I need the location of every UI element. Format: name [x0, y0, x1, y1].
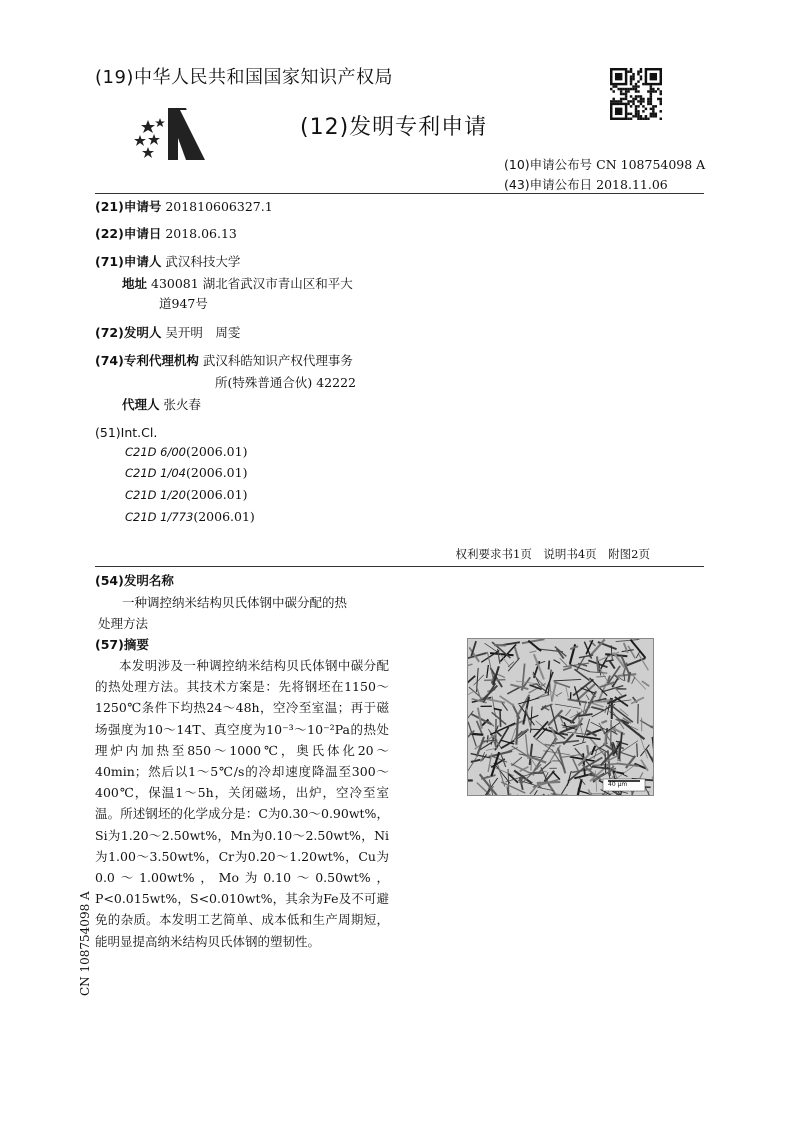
application-number: 201810606327.1	[165, 199, 273, 214]
agency-row	[95, 350, 353, 371]
ipc-entry	[125, 441, 247, 463]
agency-line2: 所(特殊普通合伙) 42222	[215, 375, 356, 390]
abstract-label: (57)摘要	[95, 637, 149, 652]
invention-title-line1: 一种调控纳米结构贝氏体钢中碳分配的热	[122, 595, 348, 610]
publication-number-label: (10)申请公布号	[504, 157, 593, 172]
application-number-row	[95, 196, 273, 217]
applicant: 武汉科技大学	[165, 254, 241, 269]
address-label: 地址	[122, 276, 148, 291]
agent-label: 代理人	[122, 397, 160, 412]
publication-date-row	[504, 175, 668, 193]
ipc-code: C21D 1/04	[125, 466, 186, 480]
section-divider	[95, 566, 704, 567]
agent-row	[122, 394, 201, 415]
abstract-figure-micrograph	[467, 638, 654, 796]
applicant-label: (71)申请人	[95, 254, 162, 269]
inventor-row	[95, 322, 240, 343]
side-publication-number: CN 108754098 A	[78, 891, 92, 996]
ipc-code: C21D 6/00	[125, 445, 186, 459]
applicant-row	[95, 251, 240, 272]
application-date-row	[95, 223, 237, 244]
publication-date-label: (43)申请公布日	[504, 177, 593, 192]
ipc-version: (2006.01)	[186, 444, 248, 459]
ipc-version: (2006.01)	[186, 487, 248, 502]
scale-bar-label: 40 μm	[608, 781, 628, 788]
ipc-entry	[125, 462, 247, 484]
publication-date: 2018.11.06	[596, 177, 668, 192]
invention-title-line2: 处理方法	[98, 616, 149, 631]
cnipa-logo	[128, 100, 218, 170]
invention-title-label: (54)发明名称	[95, 573, 174, 588]
ipc-code: C21D 1/773	[125, 510, 194, 524]
inventors: 吴开明 周雯	[165, 325, 241, 340]
qr-code	[610, 68, 662, 120]
header-divider	[95, 193, 704, 194]
publication-number: CN 108754098 A	[596, 157, 706, 172]
abstract-text: 本发明涉及一种调控纳米结构贝氏体钢中碳分配的热处理方法。其技术方案是：先将钢坯在1150～1250℃条件下均热24～48h，空冷至室温；再于磁场强度为10～14T、真空度为10⁻³～10⁻²Pa的热处理炉内加热至850～1000℃，奥氏体化20～40min；然后以1～5℃/s的冷却速度降温至300～400℃，保温1～5h，关闭磁场，出炉，空冷至室温。所述钢坯的化学成分是：C为0.30～0.90wt%，Si为1.20～2.50wt%，Mn为0.10～2.50wt%，Ni为1.00～3.50wt%，Cr为0.20～1.20wt%，Cu为0.0～1.00wt%，Mo为0.10～0.50wt%，P<0.015wt%，S<0.010wt%，其余为Fe及不可避免的杂质。本发明工艺简单、成本低和生产周期短，能明显提高纳米结构贝氏体钢的塑韧性。	[95, 658, 389, 949]
publication-number-row	[504, 155, 705, 173]
ipc-code: C21D 1/20	[125, 488, 186, 502]
address-line2: 道947号	[159, 296, 208, 311]
document-type: (12)发明专利申请	[300, 115, 488, 140]
ipc-version: (2006.01)	[186, 465, 248, 480]
agency-label: (74)专利代理机构	[95, 353, 199, 368]
inventor-label: (72)发明人	[95, 325, 162, 340]
application-date-label: (22)申请日	[95, 226, 162, 241]
office-name: (19)中华人民共和国国家知识产权局	[95, 67, 393, 88]
agency-line1: 武汉科皓知识产权代理事务	[202, 353, 353, 368]
ipc-entry	[125, 484, 247, 506]
application-number-label: (21)申请号	[95, 199, 162, 214]
intcl-label: (51)Int.Cl.	[95, 425, 158, 440]
ipc-version: (2006.01)	[193, 509, 255, 524]
address-row	[122, 273, 353, 294]
page-count-info: 权利要求书1页 说明书4页 附图2页	[455, 547, 650, 561]
agent: 张火春	[163, 397, 202, 412]
ipc-entry	[125, 506, 255, 528]
address-line1: 430081 湖北省武汉市青山区和平大	[151, 276, 353, 291]
application-date: 2018.06.13	[165, 226, 237, 241]
